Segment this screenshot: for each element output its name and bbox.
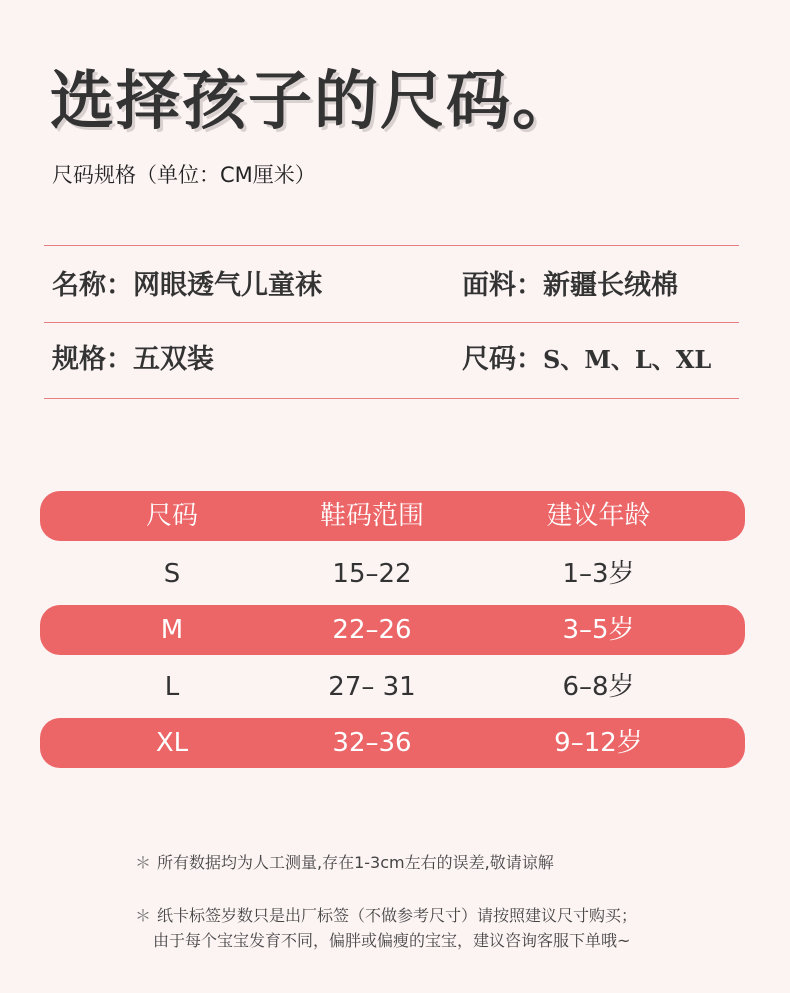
table-cell-size: XL xyxy=(155,728,189,758)
table-cell-size: S xyxy=(163,559,181,589)
spec-name xyxy=(52,268,322,304)
spec-pack xyxy=(52,342,214,378)
note-consult xyxy=(153,928,630,954)
table-cell-shoe-size: 32–36 xyxy=(332,728,412,758)
table-header-size: 尺码 xyxy=(145,501,198,531)
spec-name-label: 名称： xyxy=(52,270,133,301)
divider-middle xyxy=(44,322,739,323)
divider-bottom xyxy=(44,398,739,399)
spec-material-value: 新疆长绒棉 xyxy=(543,270,678,301)
spec-size xyxy=(462,342,711,378)
table-row xyxy=(40,549,745,599)
note-measurement-text: 所有数据均为人工测量,存在1-3cm左右的误差,敬请谅解 xyxy=(157,853,554,872)
table-cell-shoe-size: 22–26 xyxy=(332,615,412,645)
table-header-age: 建议年龄 xyxy=(546,501,651,531)
table-header-shoe-size: 鞋码范围 xyxy=(319,501,424,531)
note-measurement xyxy=(135,850,554,876)
table-row xyxy=(40,662,745,712)
divider-top xyxy=(44,245,739,246)
table-cell-shoe-size: 27– 31 xyxy=(328,672,416,702)
spec-material xyxy=(462,268,678,304)
table-row xyxy=(40,718,745,768)
page-title: 选择孩子的尺码。 xyxy=(50,65,578,139)
table-cell-shoe-size: 15–22 xyxy=(332,559,412,589)
note-label-age-text: 纸卡标签岁数只是出厂标签（不做参考尺寸）请按照建议尺寸购买； xyxy=(157,906,638,925)
table-cell-age: 1–3岁 xyxy=(562,559,635,589)
note-star-icon: ＊ xyxy=(135,853,152,872)
spec-pack-label: 规格： xyxy=(52,344,133,375)
table-cell-age: 9–12岁 xyxy=(554,728,643,758)
spec-pack-value: 五双装 xyxy=(133,344,214,375)
spec-size-value: S、M、L、XL xyxy=(543,345,712,374)
spec-name-value: 网眼透气儿童袜 xyxy=(133,270,322,301)
table-cell-size: M xyxy=(160,615,184,645)
note-consult-text: 由于每个宝宝发育不同，偏胖或偏瘦的宝宝，建议咨询客服下单哦~ xyxy=(153,931,631,950)
spec-material-label: 面料： xyxy=(462,270,543,301)
table-row xyxy=(40,605,745,655)
table-cell-size: L xyxy=(164,672,180,702)
table-header-row xyxy=(40,491,745,541)
note-star-icon: ＊ xyxy=(135,906,152,925)
note-label-age xyxy=(135,903,637,929)
table-cell-age: 6–8岁 xyxy=(562,672,635,702)
spec-size-label: 尺码： xyxy=(462,344,543,375)
table-cell-age: 3–5岁 xyxy=(562,615,635,645)
page-subtitle: 尺码规格（单位：CM厘米） xyxy=(52,163,316,187)
